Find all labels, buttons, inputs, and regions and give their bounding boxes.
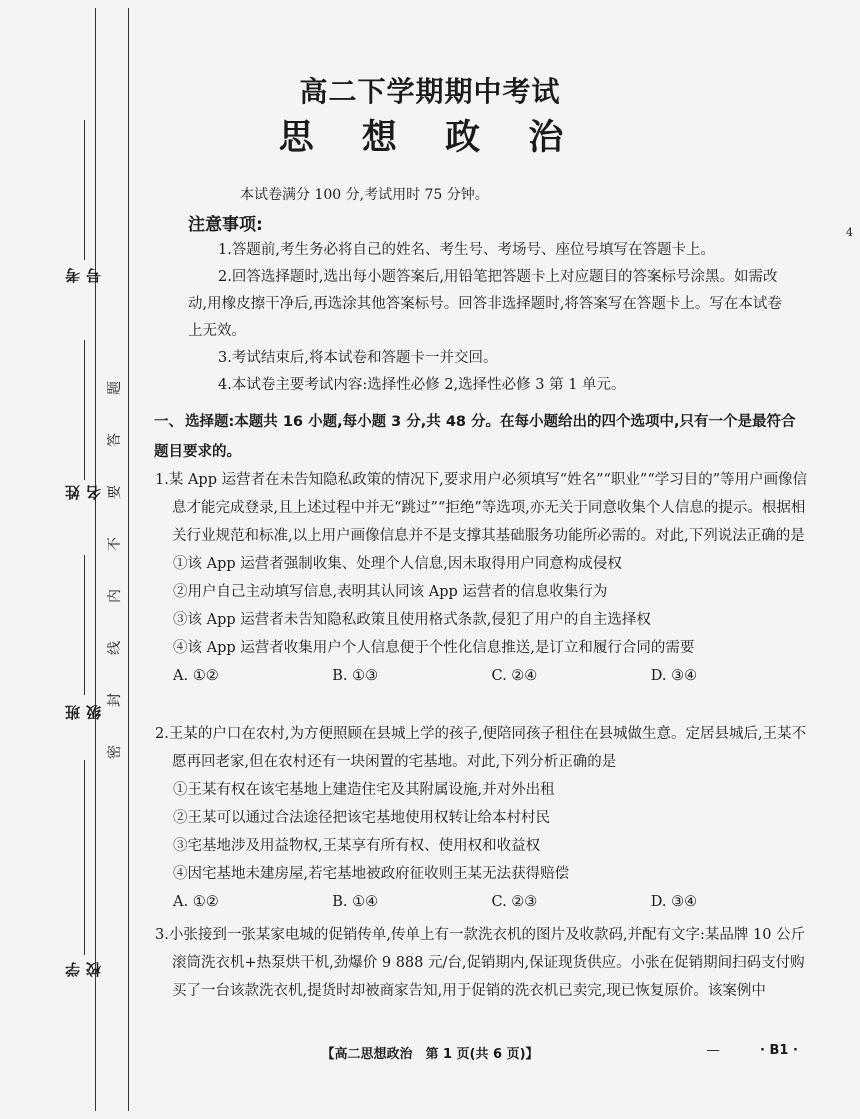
- question-option: ④该 App 运营者收集用户个人信息便于个性化信息推送,是订立和履行合同的需要: [173, 640, 695, 656]
- choice-a: A. ①②: [173, 668, 219, 684]
- section-instructions: 选择题:本题共 16 小题,每小题 3 分,共 48 分。在每小题给出的四个选项中,只有一个是最符合题目要求的。: [154, 414, 796, 460]
- subject-title: 思 想 政 治: [278, 118, 582, 158]
- question-3: [155, 921, 810, 1005]
- seal-char: 封: [107, 693, 123, 707]
- choice-c: C. ②④: [491, 668, 538, 684]
- question-1: [155, 466, 810, 690]
- page-footer: 【高二思想政治 第 1 页(共 6 页)】: [321, 1047, 539, 1062]
- notice-item: 3.考试结束后,将本试卷和答题卡一并交回。: [218, 350, 498, 366]
- answer-choices: [155, 662, 810, 690]
- question-option: ③该 App 运营者未告知隐私政策且使用格式条款,侵犯了用户的自主选择权: [173, 612, 651, 628]
- notice-item: 2.回答选择题时,选出每小题答案后,用铅笔把答题卡上对应题目的答案标号涂黑。如需改动,用橡皮擦干净后,再选涂其他答案标号。回答非选择题时,将答案写在答题卡上。写在本试卷上无效。: [188, 269, 782, 339]
- section-heading: [154, 407, 809, 467]
- seal-char: 密: [107, 745, 123, 759]
- notice-item: 1.答题前,考生务必将自己的姓名、考生号、考场号、座位号填写在答题卡上。: [218, 242, 715, 258]
- choice-b: B. ①③: [332, 668, 379, 684]
- choice-c: C. ②③: [491, 894, 538, 910]
- field-label: 班级: [64, 705, 103, 720]
- side-mark: 4: [846, 226, 853, 239]
- question-stem: 3.小张接到一张某家电城的促销传单,传单上有一款洗衣机的图片及收款码,并配有文字:某品牌 10 公斤滚筒洗衣机+热泵烘干机,劲爆价 9 888 元/台,促销期内,保证现货供应。小张在促销期间扫码支付购买了一台该款洗衣机,提货时却被商家告知,用于促销的洗衣机已卖完,现已恢复原价。该案例中: [155, 927, 806, 999]
- answer-choices: [155, 888, 810, 916]
- seal-char: 要: [107, 485, 123, 499]
- choice-b: B. ①④: [332, 894, 379, 910]
- section-number: 一、: [154, 414, 183, 430]
- footer-dash: [707, 1050, 719, 1051]
- paper-code: · B1 ·: [760, 1043, 798, 1058]
- question-option: ①王某有权在该宅基地上建造住宅及其附属设施,并对外出租: [173, 782, 555, 798]
- question-stem: 2.王某的户口在农村,为方便照顾在县城上学的孩子,便陪同孩子租住在县城做生意。定居县城后,王某不愿再回老家,但在农村还有一块闲置的宅基地。对此,下列分析正确的是: [155, 726, 807, 770]
- notice-list: [188, 237, 788, 399]
- choice-d: D. ③④: [650, 894, 698, 910]
- field-label: 考号: [64, 268, 103, 283]
- seal-char: 线: [107, 641, 123, 655]
- seal-char: 题: [107, 381, 123, 395]
- notice-item: 4.本试卷主要考试内容:选择性必修 2,选择性必修 3 第 1 单元。: [218, 377, 626, 393]
- binding-line-outer: [95, 8, 96, 1111]
- question-option: ②用户自己主动填写信息,表明其认同该 App 运营者的信息收集行为: [173, 584, 608, 600]
- question-option: ①该 App 运营者强制收集、处理个人信息,因未取得用户同意构成侵权: [173, 556, 622, 572]
- question-stem: 1.某 App 运营者在未告知隐私政策的情况下,要求用户必须填写“姓名”“职业”“学习目的”等用户画像信息才能完成登录,且上述过程中并无“跳过”“拒绝”等选项,亦无关于同意收集个人信息的提示。根据相关行业规范和标准,以上用户画像信息并不是支撑其基础服务功能所必需的。对此,下列说法正确的是: [155, 472, 808, 544]
- field-label: 姓名: [64, 485, 103, 500]
- question-option: ④因宅基地未建房屋,若宅基地被政府征收则王某无法获得赔偿: [173, 866, 570, 882]
- question-option: ②王某可以通过合法途径把该宅基地使用权转让给本村村民: [173, 810, 550, 826]
- question-2: [155, 720, 810, 916]
- choice-a: A. ①②: [173, 894, 219, 910]
- seal-warning: [104, 378, 124, 762]
- seal-char: 答: [107, 433, 123, 447]
- notice-title: 注意事项:: [188, 215, 263, 235]
- choice-d: D. ③④: [650, 668, 698, 684]
- seal-char: 不: [107, 537, 123, 551]
- exam-info: 本试卷满分 100 分,考试用时 75 分钟。: [240, 187, 489, 203]
- binding-line-inner: [128, 8, 129, 1111]
- seal-char: 内: [107, 589, 123, 603]
- question-option: ③宅基地涉及用益物权,王某享有所有权、使用权和收益权: [173, 838, 541, 854]
- field-label: 学校: [64, 962, 103, 977]
- exam-title: 高二下学期期中考试: [299, 75, 561, 108]
